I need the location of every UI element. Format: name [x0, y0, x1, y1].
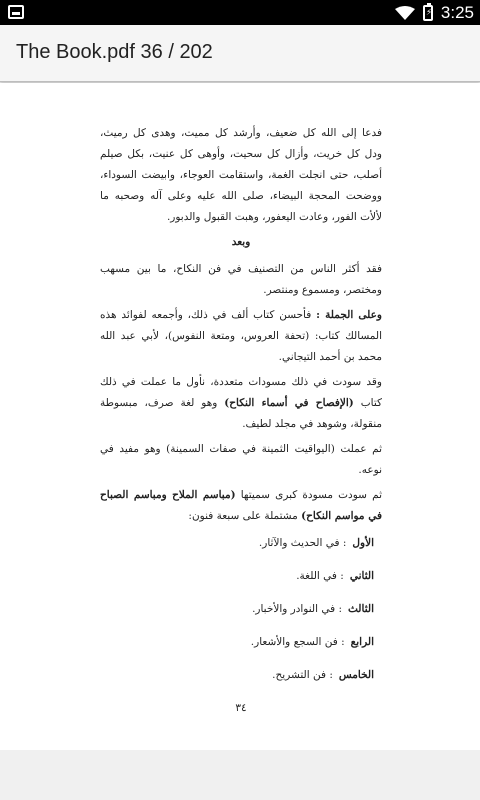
gallery-notification-icon [8, 5, 24, 19]
intro-paragraph: فدعا إلى الله كل ضعيف، وأرشد كل مميت، وهدى كل رميث، ودل كل خريت، وأزال كل سحيت، وأوهى كل عنيت، بكل صيلم أصلب، حتى انجلت الغمة، واستقامت العوجاء، وابيضت السوداء، ووضحت المحجة البيضاء، صلى الله عليه وعلى آله وصحبه ما لألأت الفور، وعادت اليعفور، وهبت القبول والدبور. [100, 127, 382, 223]
list-item-label: الثالث [348, 603, 374, 615]
section-heading: وبعد [231, 236, 251, 248]
paragraph-5-start: ثم سودت مسودة كبرى سميتها [240, 489, 382, 501]
list-item [100, 599, 382, 620]
paragraph-3-end: وهو لغة صرف، مبسوطة منقولة، وشوهد في مجلد لطيف. [100, 397, 382, 430]
list-item-text: : في الحديث والآثار. [258, 537, 347, 549]
paragraph-1: فقد أكثر الناس من التصنيف في فن النكاح، ما بين مسهب ومختصر، ومسموع ومنتصر. [100, 263, 382, 296]
page-number: ٣٤ [235, 702, 247, 714]
list-item-label: الثاني [349, 570, 374, 582]
paragraph-5-end: مشتملة على سبعة فنون: [188, 510, 298, 522]
paragraph-2-text: فأحسن كتاب ألف في ذلك، وأجمعه لفوائد هذه المسالك كتاب: (تحفة العروس، ومتعة النفوس)، لأبي عبد الله محمد بن أحمد التيجاني. [100, 309, 382, 363]
status-icons [395, 0, 474, 25]
list-item-text: : فن التشريح. [272, 669, 333, 681]
page-text [100, 123, 382, 719]
list-item-label: الرابع [350, 636, 374, 648]
app-bar [0, 25, 480, 82]
paragraph-5 [100, 485, 382, 527]
list-item-label: الخامس [338, 669, 374, 681]
list-item [100, 533, 382, 554]
document-title: The Book.pdf 36 / 202 [16, 41, 213, 63]
battery-charging-icon: ⚡ [423, 5, 433, 21]
viewer-bottom-margin [0, 750, 480, 800]
paragraph-3-start: وقد سودت في ذلك مسودات متعددة، نأول ما عملت في ذلك كتاب [100, 376, 382, 409]
paragraph-3 [100, 372, 382, 435]
list-item-text: : في اللغة. [296, 570, 344, 582]
status-bar [0, 0, 480, 25]
paragraph-3-bold: (الإفصاح في أسماء النكاح) [224, 397, 354, 409]
list-item-text: : فن السجع والأشعار. [250, 636, 345, 648]
paragraph-2 [100, 305, 382, 368]
paragraph-5-bold: (مباسم الملاح ومباسم الصباح في مواسم النكاح) [100, 489, 382, 522]
list-item-text: : في النوادر والأخبار. [252, 603, 342, 615]
paragraph-4: ثم عملت (اليواقيت الثمينة في صفات السمينة) وهو مفيد في نوعه. [100, 443, 382, 476]
list-item-label: الأول [352, 537, 374, 549]
pdf-page[interactable] [0, 83, 480, 750]
list-item [100, 632, 382, 653]
list-item [100, 665, 382, 686]
clock: 3:25 [440, 2, 474, 22]
wifi-icon [395, 6, 415, 20]
paragraph-2-bold: وعلى الجملة : [316, 309, 382, 321]
list-item [100, 566, 382, 587]
